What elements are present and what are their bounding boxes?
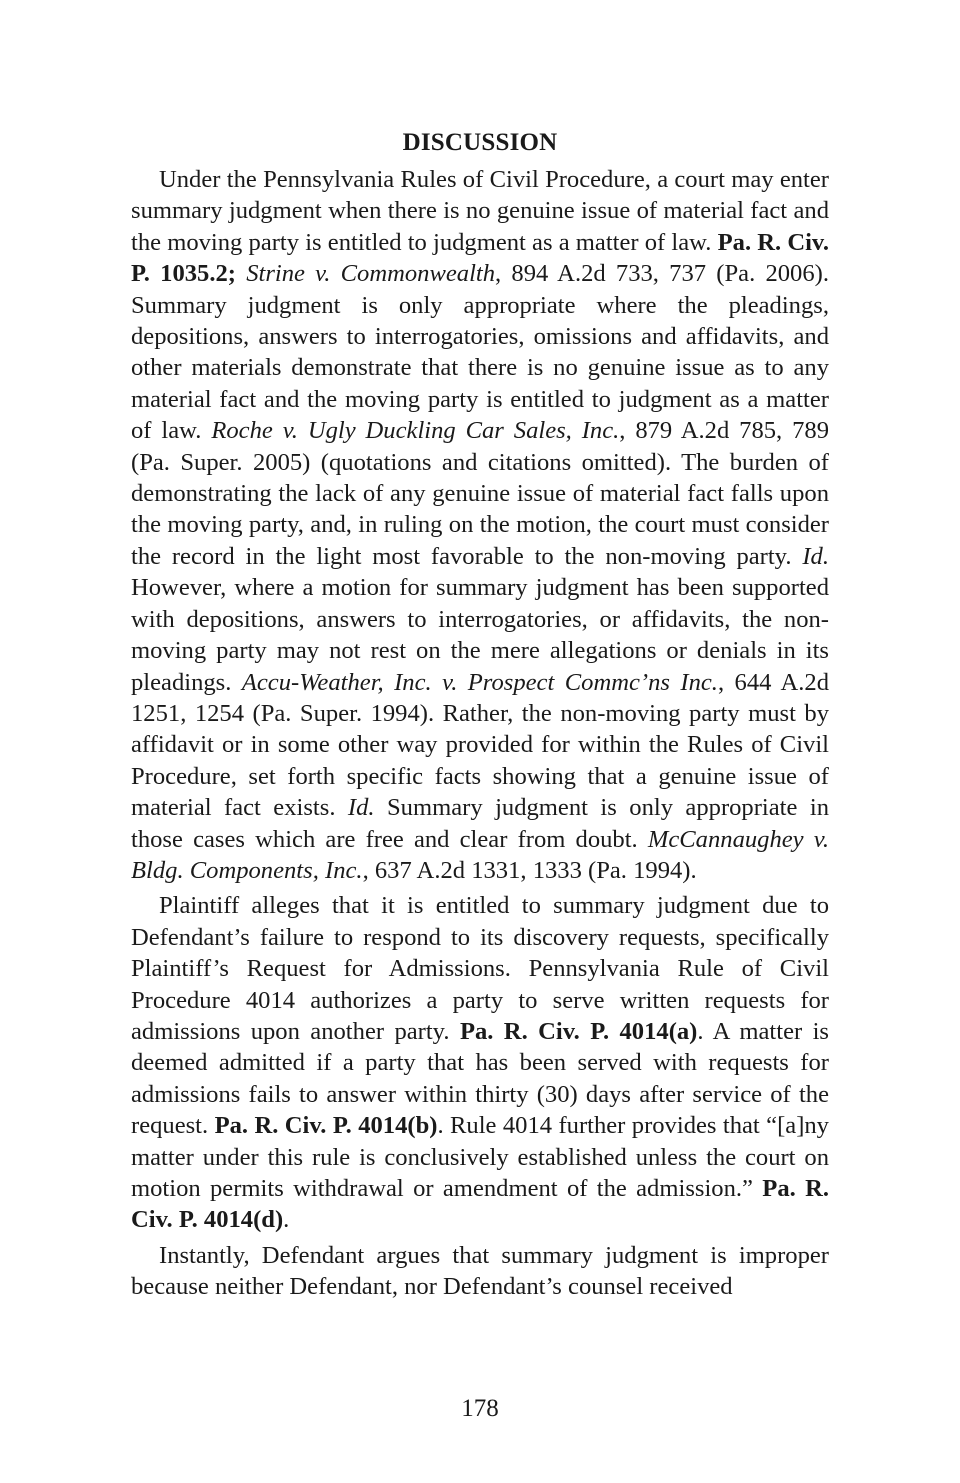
citation-rule: Pa. R. Civ. P. 1035.2;: [131, 228, 830, 288]
text-run: , 637 A.2d 1331, 1333 (Pa. 1994).: [362, 856, 697, 884]
citation-case: McCannaughey v. Bldg. Components, Inc.: [131, 825, 829, 884]
text-run: , 894 A.2d 733, 737 (Pa. 2006). Summary judgment is only appropriate where the pleadings, depositions, answers to interrogatories, omissions and affidavits, and other materials demonstrate that there is no genuine issue as to any material fact and the moving party is entitled to judgment as a matter of law.: [131, 260, 829, 445]
section-heading: DISCUSSION: [402, 129, 558, 156]
paragraph: [131, 164, 829, 886]
citation-case: Roche v. Ugly Duckling Car Sales, Inc.: [211, 417, 620, 445]
citation-case: Id.: [802, 542, 829, 570]
text-run: . A matter is deemed admitted if a party that has been served with requests for admissions fails to answer within thirty (30) days after service of the request.: [131, 1017, 829, 1140]
text-run: Summary judgment is only appropriate in those cases which are free and clear from doubt.: [131, 794, 829, 853]
citation-case: Accu-Weather, Inc. v. Prospect Commc’ns Inc.: [241, 668, 718, 696]
text-run: , 879 A.2d 785, 789 (Pa. Super. 2005) (quotations and citations omitted). The burden of demonstrating the lack of any genuine issue of material fact falls upon the moving party, and, in ruling on the motion, the court must consider the record in the light most favorable to the non-moving party.: [131, 417, 829, 570]
text-run: .: [283, 1206, 290, 1234]
text-run: . Rule 4014 further provides that “[a]ny matter under this rule is conclusively established unless the court on motion permits withdrawal or amendment of the admission.”: [131, 1112, 829, 1202]
text-run: [236, 260, 246, 287]
paragraph: [131, 1240, 829, 1303]
text-run: Instantly, Defendant argues that summary judgment is improper because neither Defendant, nor Defendant’s counsel received: [131, 1241, 829, 1301]
paragraph: [131, 890, 829, 1235]
text-run: , 644 A.2d 1251, 1254 (Pa. Super. 1994). Rather, the non-moving party must by affidavit or in some other way provided for within the Rules of Civil Procedure, set forth specific facts showing that a genuine issue of material fact exists.: [131, 668, 830, 822]
citation-rule: Pa. R. Civ. P. 4014(b): [214, 1112, 438, 1140]
body-text: [131, 164, 829, 1303]
page-number: 178: [461, 1395, 499, 1422]
text-run: Plaintiff alleges that it is entitled to summary judgment due to Defendant’s failure to respond to its discovery requests, specifically Plaintiff’s Request for Admissions. Pennsylvania Rule of Civil Procedure 4014 authorizes a party to serve written requests for admissions upon another party.: [131, 892, 829, 1045]
text-run: However, where a motion for summary judgment has been supported with depositions, answers to interrogatories, or affidavits, the non-moving party may not rest on the mere allegations or denials in its pleadings.: [131, 574, 829, 696]
document-page: [131, 126, 829, 1307]
citation-case: Id.: [347, 794, 375, 822]
citation-rule: Pa. R. Civ. P. 4014(a): [459, 1017, 698, 1045]
citation-case: Strine v. Commonwealth: [246, 260, 496, 288]
text-run: Under the Pennsylvania Rules of Civil Procedure, a court may enter summary judgment when there is no genuine issue of material fact and the moving party is entitled to judgment as a matter of law.: [131, 166, 829, 256]
citation-rule: Pa. R. Civ. P. 4014(d): [131, 1175, 830, 1234]
